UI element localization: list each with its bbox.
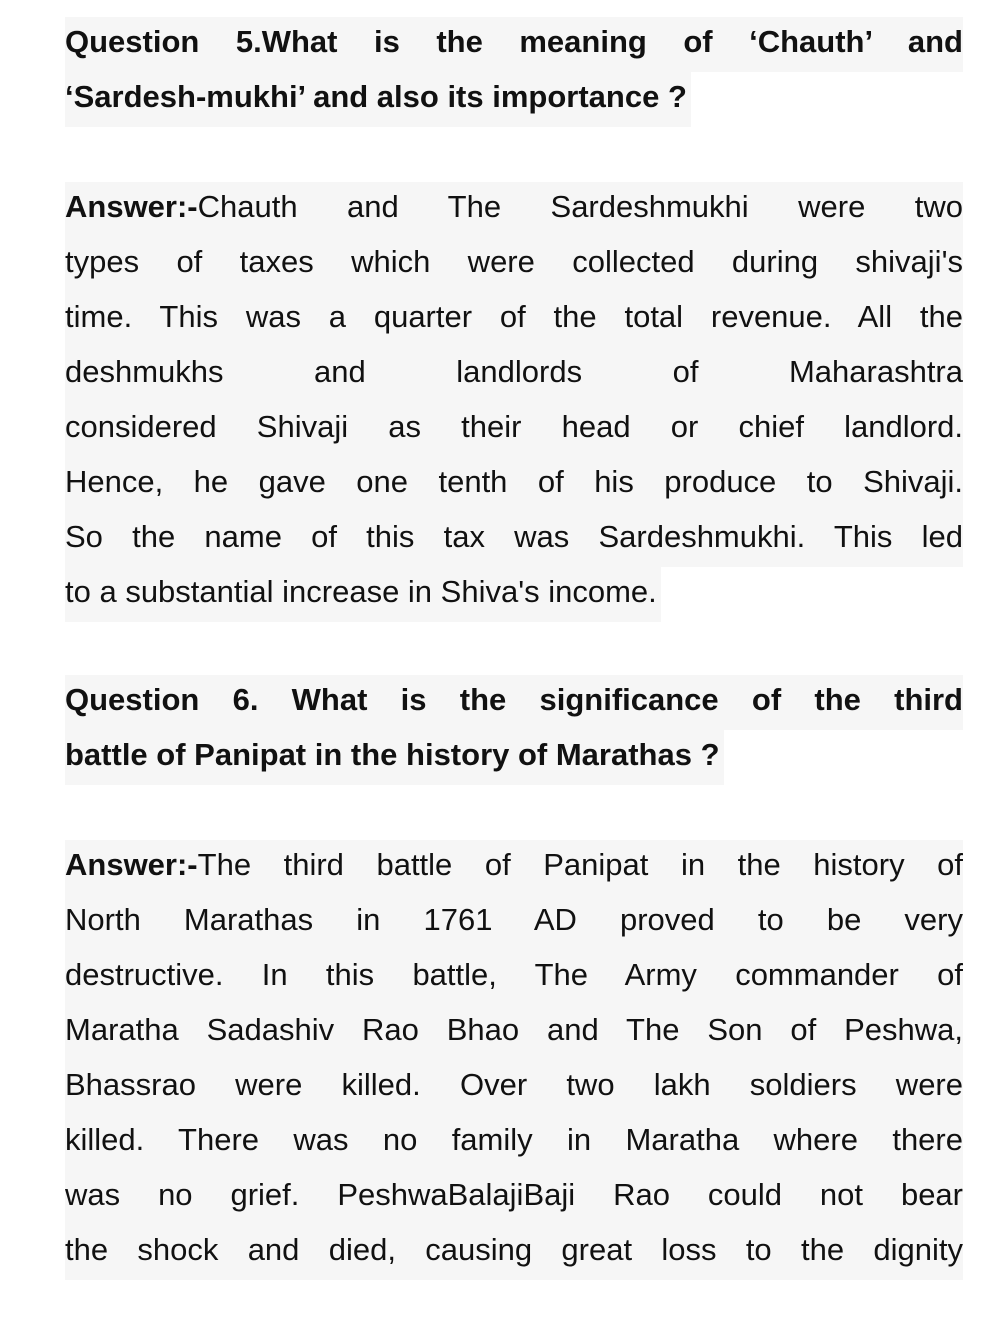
answer-line: was no grief. PeshwaBalajiBaji Rao could not bear — [65, 1170, 963, 1225]
answer-6 — [65, 840, 963, 1280]
answer-line: Hence, he gave one tenth of his produce to Shivaji. — [65, 457, 963, 512]
answer-line: the shock and died, causing great loss to the dignity — [65, 1225, 963, 1280]
answer-label: Answer:- — [65, 847, 198, 882]
question-line: Question 6. What is the significance of the third — [65, 675, 963, 730]
answer-line: So the name of this tax was Sardeshmukhi. This led — [65, 512, 963, 567]
question-line: battle of Panipat in the history of Marathas ? — [65, 730, 724, 785]
answer-line: types of taxes which were collected during shivaji's — [65, 237, 963, 292]
answer-5 — [65, 182, 963, 622]
answer-line: destructive. In this battle, The Army commander of — [65, 950, 963, 1005]
answer-line: time. This was a quarter of the total revenue. All the — [65, 292, 963, 347]
answer-line: Bhassrao were killed. Over two lakh soldiers were — [65, 1060, 963, 1115]
answer-line: to a substantial increase in Shiva's income. — [65, 567, 661, 622]
answer-line: deshmukhs and landlords of Maharashtra — [65, 347, 963, 402]
answer-text: The third battle of Panipat in the history of — [197, 847, 963, 882]
question-6-heading — [65, 675, 963, 785]
answer-text: Chauth and The Sardeshmukhi were two — [197, 189, 963, 224]
question-5-heading — [65, 17, 963, 127]
answer-line: considered Shivaji as their head or chief landlord. — [65, 402, 963, 457]
answer-line — [65, 182, 963, 237]
answer-line: North Marathas in 1761 AD proved to be very — [65, 895, 963, 950]
answer-line: killed. There was no family in Maratha where there — [65, 1115, 963, 1170]
answer-line: Maratha Sadashiv Rao Bhao and The Son of Peshwa, — [65, 1005, 963, 1060]
answer-label: Answer:- — [65, 189, 198, 224]
question-line: Question 5.What is the meaning of ‘Chauth’ and — [65, 17, 963, 72]
question-line: ‘Sardesh-mukhi’ and also its importance ? — [65, 72, 691, 127]
answer-line — [65, 840, 963, 895]
